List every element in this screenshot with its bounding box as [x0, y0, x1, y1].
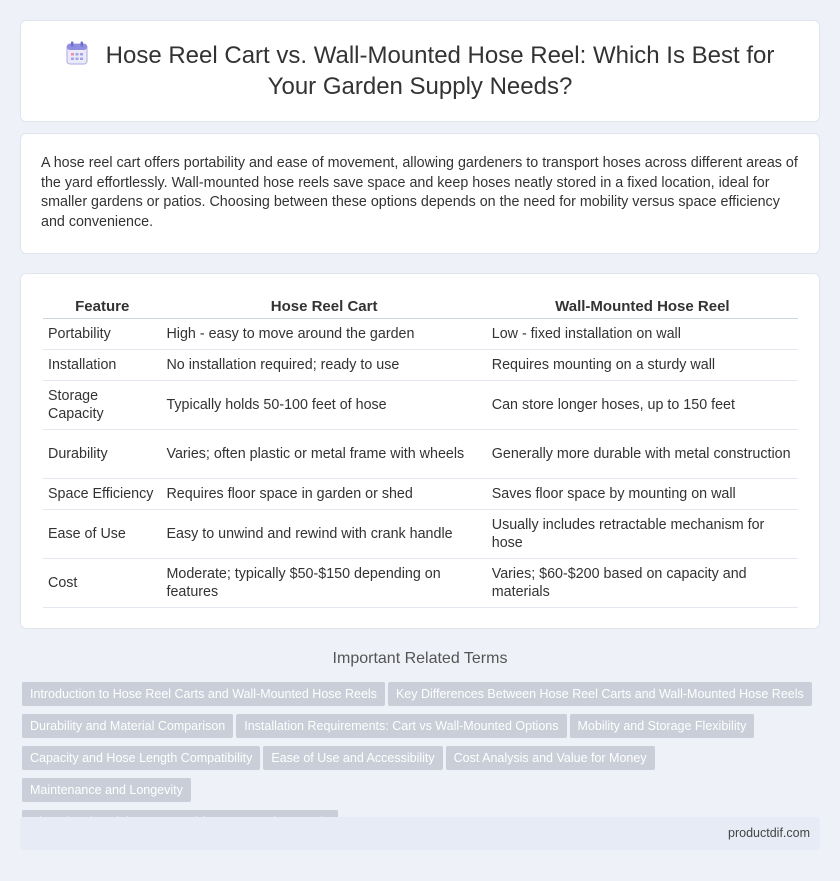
table-header-wall-mounted: Wall-Mounted Hose Reel — [487, 292, 798, 319]
table-row — [43, 559, 798, 608]
intro-card — [20, 133, 820, 254]
table-cell: Requires floor space in garden or shed — [161, 479, 486, 510]
related-term-tag[interactable]: Installation Requirements: Cart vs Wall-Mounted Options — [236, 714, 566, 738]
comparison-table — [43, 292, 798, 608]
table-cell: Ease of Use — [43, 510, 161, 559]
table-row — [43, 350, 798, 381]
related-term-tag[interactable]: Maintenance and Longevity — [22, 778, 191, 802]
table-cell: Easy to unwind and rewind with crank handle — [161, 510, 486, 559]
intro-paragraph: A hose reel cart offers portability and ease of movement, allowing gardeners to transport hoses across different areas of the yard effortlessly. Wall-mounted hose reels save space and keep hoses neatly stored in a fixed location, ideal for smaller gardens or patios. Choosing between these options depends on the need for mobility versus space efficiency and convenience. — [41, 155, 798, 230]
table-cell: Varies; often plastic or metal frame with wheels — [161, 430, 486, 479]
comparison-card — [20, 273, 820, 629]
table-cell: High - easy to move around the garden — [161, 319, 486, 350]
table-row — [43, 430, 798, 479]
related-term-tag[interactable]: Cost Analysis and Value for Money — [446, 746, 655, 770]
table-cell: Usually includes retractable mechanism for hose — [487, 510, 798, 559]
table-cell: Space Efficiency — [43, 479, 161, 510]
table-cell: Durability — [43, 430, 161, 479]
table-cell: Requires mounting on a sturdy wall — [487, 350, 798, 381]
table-cell: Moderate; typically $50-$150 depending on features — [161, 559, 486, 608]
related-term-tag[interactable]: Capacity and Hose Length Compatibility — [22, 746, 260, 770]
related-term-tag[interactable]: Introduction to Hose Reel Carts and Wall-Mounted Hose Reels — [22, 682, 385, 706]
title-card — [20, 20, 820, 122]
table-row — [43, 479, 798, 510]
table-cell: Low - fixed installation on wall — [487, 319, 798, 350]
table-cell: Typically holds 50-100 feet of hose — [161, 381, 486, 430]
table-cell: Installation — [43, 350, 161, 381]
table-row — [43, 510, 798, 559]
table-cell: Cost — [43, 559, 161, 608]
table-cell: Can store longer hoses, up to 150 feet — [487, 381, 798, 430]
table-cell: Varies; $60-$200 based on capacity and materials — [487, 559, 798, 608]
table-header-feature: Feature — [43, 292, 161, 319]
related-term-tag[interactable]: Durability and Material Comparison — [22, 714, 233, 738]
table-header-hose-reel-cart: Hose Reel Cart — [161, 292, 486, 319]
page-title — [60, 41, 780, 101]
related-term-tag[interactable]: Key Differences Between Hose Reel Carts and Wall-Mounted Hose Reels — [388, 682, 812, 706]
table-cell: Storage Capacity — [43, 381, 161, 430]
table-header-row — [43, 292, 798, 319]
page-title-text: Hose Reel Cart vs. Wall-Mounted Hose Reel: Which Is Best for Your Garden Supply Needs? — [105, 42, 775, 100]
related-terms-heading: Important Related Terms — [332, 650, 508, 667]
footer — [20, 817, 820, 850]
related-term-tag[interactable]: Mobility and Storage Flexibility — [570, 714, 755, 738]
table-cell: Portability — [43, 319, 161, 350]
related-term-tag[interactable]: Ease of Use and Accessibility — [263, 746, 442, 770]
table-row — [43, 319, 798, 350]
calendar-icon — [66, 41, 88, 72]
table-cell: No installation required; ready to use — [161, 350, 486, 381]
table-row — [43, 381, 798, 430]
footer-site-link[interactable]: productdif.com — [728, 826, 810, 840]
table-cell: Saves floor space by mounting on wall — [487, 479, 798, 510]
table-cell: Generally more durable with metal construction — [487, 430, 798, 479]
